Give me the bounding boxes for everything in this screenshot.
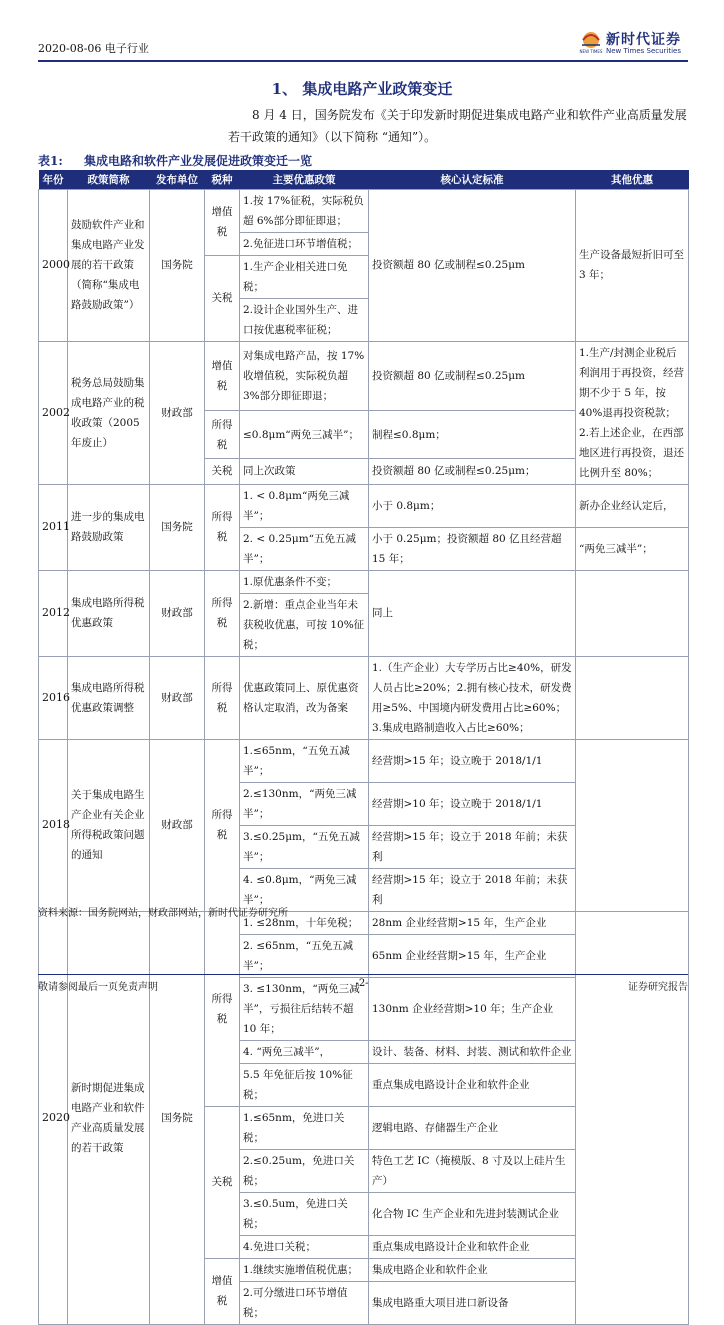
footer-disclaimer-link: 敬请参阅最后一页免责声明	[38, 982, 158, 993]
table-header-row	[39, 170, 689, 189]
standard-cell: 集成电路重大项目进口新设备	[369, 1281, 576, 1324]
policy-cell: 2.免征进口环节增值税；	[240, 232, 369, 255]
policy-name-cell: 新时期促进集成电路产业和软件产业高质量发展的若干政策	[68, 911, 150, 1324]
table-row	[39, 484, 689, 527]
standard-cell: 经营期>15 年；设立于 2018 年前；未获利	[369, 868, 576, 911]
table-row	[39, 570, 689, 593]
logo-name-en: New Times Securities	[606, 47, 681, 55]
standard-cell: 集成电路企业和软件企业	[369, 1258, 576, 1281]
standard-cell: 130nm 企业经营期>10 年；生产企业	[369, 977, 576, 1040]
policy-cell: 5.5 年免征后按 10%征税；	[240, 1063, 369, 1106]
tax-type-cell: 关税	[205, 458, 240, 484]
standard-cell: 65nm 企业经营期>15 年，生产企业	[369, 934, 576, 977]
other-cell: 新办企业经认定后，	[576, 484, 689, 527]
year-cell: 2020	[39, 911, 68, 1324]
tax-type-cell: 所得税	[205, 656, 240, 739]
tax-type-cell: 所得税	[205, 911, 240, 1106]
issuer-cell: 国务院	[150, 911, 205, 1324]
policy-name-cell: 税务总局鼓励集成电路产业的税收政策（2005 年废止）	[68, 341, 150, 484]
section-title: 1、 集成电路产业政策变迁	[271, 80, 453, 98]
policy-cell: 4.免进口关税；	[240, 1235, 369, 1258]
standard-cell: 小于 0.25μm；投资额超 80 亿且经营超 15 年；	[369, 527, 576, 570]
standard-cell: 化合物 IC 生产企业和先进封装测试企业	[369, 1192, 576, 1235]
table-title	[38, 152, 312, 169]
tax-type-cell: 增值税	[205, 189, 240, 255]
year-cell: 2002	[39, 341, 68, 484]
other-cell	[576, 911, 689, 1324]
policy-cell: 2.可分缴进口环节增值税；	[240, 1281, 369, 1324]
policy-cell: 2.新增：重点企业当年未获税收优惠，可按 10%征税；	[240, 593, 369, 656]
standard-cell: 重点集成电路设计企业和软件企业	[369, 1235, 576, 1258]
col-header-standard: 核心认定标准	[369, 170, 576, 189]
issuer-cell: 国务院	[150, 484, 205, 570]
logo-name-cn: 新时代证券	[606, 32, 681, 48]
tax-type-cell: 增值税	[205, 341, 240, 411]
policy-cell: 2.≤130nm，“两免三减半”；	[240, 782, 369, 825]
policy-cell: 1.≤65nm，“五免五减半”；	[240, 739, 369, 782]
standard-cell: 1.（生产企业）大专学历占比≥40%，研发人员占比≥20%；2.拥有核心技术，研发费用≥5%、中国境内研发费用占比≥60%；3.集成电路制造收入占比≥60%；	[369, 656, 576, 739]
issuer-cell: 国务院	[150, 189, 205, 341]
standard-cell: 经营期>15 年；设立于 2018 年前；未获利	[369, 825, 576, 868]
issuer-cell: 财政部	[150, 739, 205, 911]
other-cell	[576, 739, 689, 911]
standard-cell: 经营期>10 年；设立晚于 2018/1/1	[369, 782, 576, 825]
table-row	[39, 739, 689, 782]
policy-cell: 2. ≤65nm，“五免五减半”；	[240, 934, 369, 977]
table-caption: 集成电路和软件产业发展促进政策变迁一览	[84, 154, 313, 168]
policy-name-cell: 关于集成电路生产企业有关企业所得税政策问题的通知	[68, 739, 150, 911]
header-date-industry: 2020-08-06 电子行业	[38, 42, 149, 55]
issuer-cell: 财政部	[150, 570, 205, 656]
standard-cell: 设计、装备、材料、封装、测试和软件企业	[369, 1040, 576, 1063]
policy-table	[38, 170, 689, 1325]
year-cell: 2018	[39, 739, 68, 911]
policy-cell: 1. ≤28nm，十年免税；	[240, 911, 369, 934]
policy-cell: 同上次政策	[240, 458, 369, 484]
other-cell: “两免三减半”；	[576, 527, 689, 570]
issuer-cell: 财政部	[150, 341, 205, 484]
col-header-policy: 主要优惠政策	[240, 170, 369, 189]
col-header-unit: 发布单位	[150, 170, 205, 189]
standard-cell: 投资额超 80 亿或制程≤0.25μm；	[369, 458, 576, 484]
intro-paragraph: 8 月 4 日，国务院发布《关于印发新时期促进集成电路产业和软件产业高质量发展若干政策的通知》（以下简称 “通知”）。	[228, 108, 687, 144]
policy-cell: 1.生产企业相关进口免税；	[240, 255, 369, 298]
other-cell	[576, 656, 689, 739]
year-cell: 2012	[39, 570, 68, 656]
table-row	[39, 341, 689, 411]
other-cell	[576, 570, 689, 656]
policy-cell: 1. < 0.8μm“两免三减半”；	[240, 484, 369, 527]
policy-cell: 1.原优惠条件不变；	[240, 570, 369, 593]
policy-cell: 3. ≤130nm，“两免三减半”，亏损往后结转不超 10 年；	[240, 977, 369, 1040]
table-label: 表1:	[38, 154, 63, 168]
tax-type-cell: 所得税	[205, 484, 240, 570]
tax-type-cell: 关税	[205, 255, 240, 341]
standard-cell: 重点集成电路设计企业和软件企业	[369, 1063, 576, 1106]
tax-type-cell: 增值税	[205, 1258, 240, 1324]
standard-cell: 制程≤0.8μm；	[369, 411, 576, 459]
standard-cell: 逻辑电路、存储器生产企业	[369, 1106, 576, 1149]
policy-name-cell: 集成电路所得税优惠政策	[68, 570, 150, 656]
tax-type-cell: 所得税	[205, 411, 240, 459]
logo-emblem-text: NEW TIMES	[579, 49, 603, 54]
col-header-tax: 税种	[205, 170, 240, 189]
policy-cell: 3.≤0.25μm，“五免五减半”；	[240, 825, 369, 868]
standard-cell: 同上	[369, 570, 576, 656]
standard-cell: 投资额超 80 亿或制程≤0.25μm	[369, 189, 576, 341]
other-cell: 生产设备最短折旧可至 3 年；	[576, 189, 689, 341]
policy-cell: 对集成电路产品，按 17%收增值税，实际税负超 3%部分即征即退；	[240, 341, 369, 411]
standard-cell: 小于 0.8μm；	[369, 484, 576, 527]
col-header-other: 其他优惠	[576, 170, 689, 189]
policy-cell: 4. ≤0.8μm，“两免三减半”；	[240, 868, 369, 911]
policy-cell: 4. “两免三减半”，	[240, 1040, 369, 1063]
table-row	[39, 656, 689, 739]
standard-cell: 投资额超 80 亿或制程≤0.25μm	[369, 341, 576, 411]
standard-cell: 28nm 企业经营期>15 年，生产企业	[369, 911, 576, 934]
year-cell: 2000	[39, 189, 68, 341]
data-source-note: 资料来源：国务院网站，财政部网站，新时代证券研究所	[38, 908, 288, 919]
policy-cell: 优惠政策同上、原优惠资格认定取消，改为备案	[240, 656, 369, 739]
policy-cell: ≤0.8μm“两免三减半”；	[240, 411, 369, 459]
company-logo	[578, 28, 688, 58]
policy-cell: 2. < 0.25μm“五免五减半”；	[240, 527, 369, 570]
table-row	[39, 189, 689, 232]
footer-report-type: 证券研究报告	[628, 982, 688, 993]
standard-cell: 经营期>15 年；设立晚于 2018/1/1	[369, 739, 576, 782]
year-cell: 2011	[39, 484, 68, 570]
policy-cell: 2.≤0.25um，免进口关税；	[240, 1149, 369, 1192]
header-rule	[38, 60, 688, 62]
standard-cell: 特色工艺 IC（掩模版、8 寸及以上硅片生产）	[369, 1149, 576, 1192]
policy-cell: 3.≤0.5um，免进口关税；	[240, 1192, 369, 1235]
tax-type-cell: 所得税	[205, 570, 240, 656]
other-cell: 1.生产/封测企业税后利润用于再投资，经营期不少于 5 年，按 40%退再投资税款；2.若上述企业，在西部地区进行再投资，退还比例升至 80%；	[576, 341, 689, 484]
policy-name-cell: 进一步的集成电路鼓励政策	[68, 484, 150, 570]
year-cell: 2016	[39, 656, 68, 739]
col-header-name: 政策简称	[68, 170, 150, 189]
page-number: -2-	[355, 978, 369, 989]
tax-type-cell: 关税	[205, 1106, 240, 1258]
issuer-cell: 财政部	[150, 656, 205, 739]
col-header-year: 年份	[39, 170, 68, 189]
policy-name-cell: 集成电路所得税优惠政策调整	[68, 656, 150, 739]
policy-name-cell: 鼓励软件产业和集成电路产业发展的若干政策（简称“集成电路鼓励政策”）	[68, 189, 150, 341]
logo-emblem-icon	[578, 28, 604, 56]
footer-rule	[38, 974, 688, 975]
policy-cell: 2.设计企业国外生产、进口按优惠税率征税；	[240, 298, 369, 341]
policy-cell: 1.≤65nm，免进口关税；	[240, 1106, 369, 1149]
tax-type-cell: 所得税	[205, 739, 240, 911]
policy-cell: 1.按 17%征税，实际税负超 6%部分即征即退；	[240, 189, 369, 232]
policy-cell: 1.继续实施增值税优惠；	[240, 1258, 369, 1281]
